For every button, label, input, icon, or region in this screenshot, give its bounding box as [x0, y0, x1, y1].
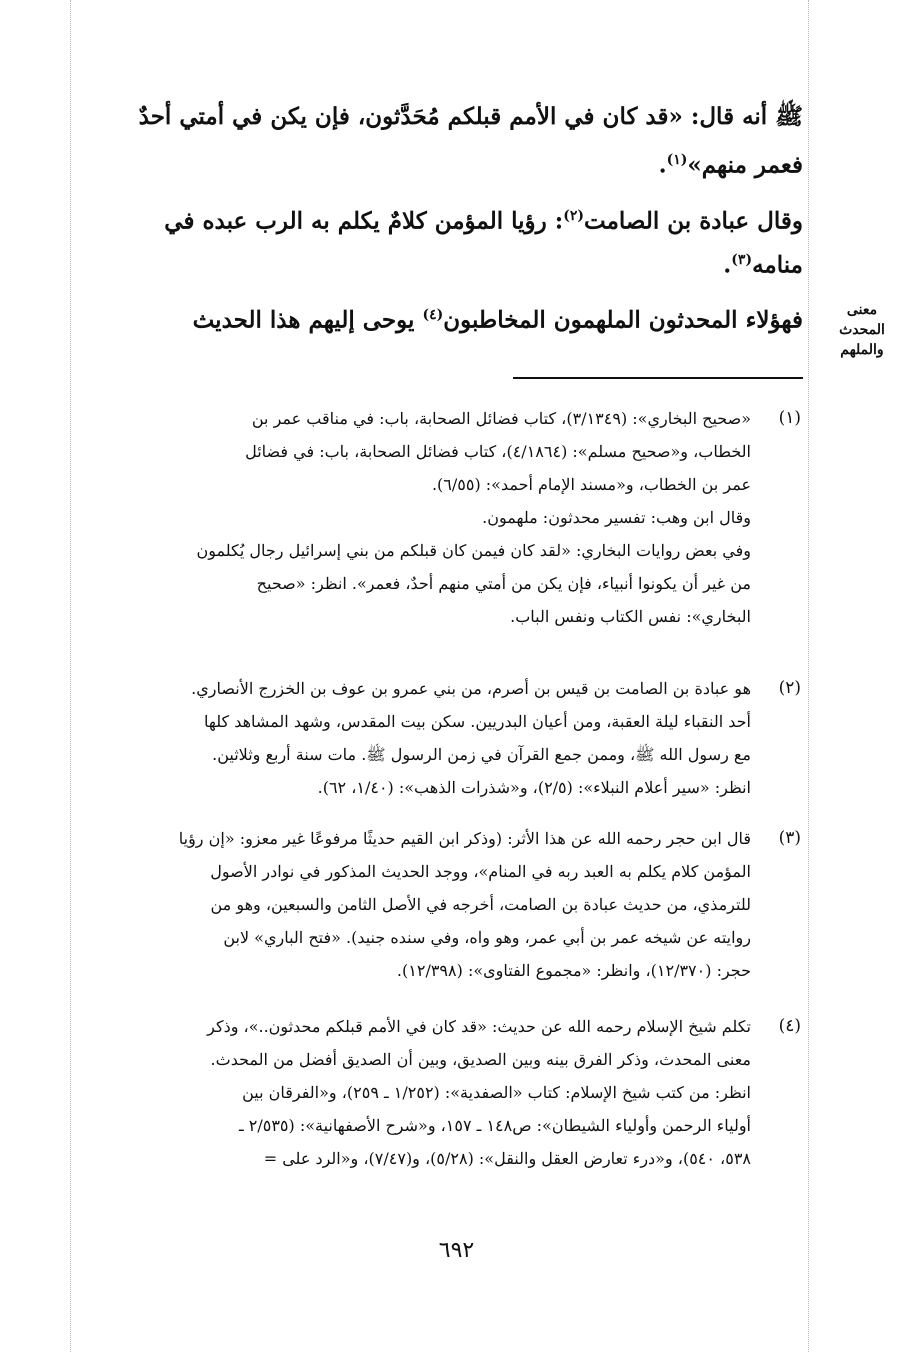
main-text-segment: وقال عبادة بن الصامت: [584, 207, 803, 235]
main-text-segment: فهؤلاء المحدثون الملهمون المخاطبون: [443, 306, 803, 334]
footnote-line: انظر: من كتب شيخ الإسلام: كتاب «الصفدية»: (١/٢٥٢ ـ ٢٥٩)، و«الفرقان بين: [242, 1083, 751, 1102]
footnote-reference: (١): [666, 152, 688, 168]
footnote-line: قال ابن حجر رحمه الله عن هذا الأثر: (وذكر ابن القيم حديثًا مرفوعًا غير معزو: «إن رؤيا: [178, 829, 751, 848]
footnote-number: (٢): [778, 678, 801, 698]
footnote-line: الخطاب، و«صحيح مسلم»: (٤/١٨٦٤)، كتاب فضائل الصحابة، باب: في فضائل: [245, 442, 751, 461]
footnote-line: من غير أن يكونوا أنبياء، فإن يكن من أمتي منهم أحدٌ، فعمر». انظر: «صحيح: [256, 574, 751, 593]
main-text-segment: ﷺ أنه قال: «قد كان في الأمم قبلكم مُحَدَّثون، فإن يكن في أمتي أحدٌ: [138, 103, 803, 130]
page-number: ٦٩٢: [438, 1238, 475, 1263]
footnote-line: «صحيح البخاري»: (٣/١٣٤٩)، كتاب فضائل الصحابة، باب: في مناقب عمر بن: [251, 409, 751, 428]
margin-heading-line: المحدث والملهم: [839, 322, 885, 358]
footnote-line: مع رسول الله ﷺ، وممن جمع القرآن في زمن الرسول ﷺ. مات سنة أربع وثلاثين.: [212, 745, 751, 764]
footnote-reference: (٣): [731, 252, 753, 268]
footnote-line: روايته عن شيخه عمر بن أبي عمر، وهو واه، وفي سنده جنيد). «فتح الباري» لابن: [223, 928, 751, 947]
footnote-line: حجر: (١٢/٣٧٠)، وانظر: «مجموع الفتاوى»: (١٢/٣٩٨).: [396, 961, 751, 980]
main-text-segment: منامه: [752, 251, 803, 279]
footnote-reference: (٢): [563, 208, 585, 224]
main-text-line: [723, 245, 803, 281]
footnote-line: للترمذي، من حديث عبادة بن الصامت، أخرجه في الأصل الثامن والسبعين، وهو من: [210, 895, 751, 914]
footnote-line: عمر بن الخطاب، و«مسند الإمام أحمد»: (٦/٥٥).: [431, 475, 751, 494]
footnote-line: معنى المحدث، وذكر الفرق بينه وبين الصديق، وبين أن الصديق أفضل من المحدث.: [210, 1050, 751, 1069]
footnote-line: هو عبادة بن الصامت بن قيس بن أصرم، من بني عمرو بن عوف بن الخزرج الأنصاري.: [191, 679, 751, 698]
main-text-line: [659, 145, 803, 181]
main-text-line: [193, 300, 803, 336]
guide-line-left: [70, 0, 71, 1352]
footnote-line: تكلم شيخ الإسلام رحمه الله عن حديث: «قد كان في الأمم قبلكم محدثون..»، وذكر: [207, 1017, 751, 1036]
main-text-segment: : رؤيا المؤمن كلامٌ يكلم به الرب عبده في: [164, 207, 564, 235]
footnote-line: البخاري»: نفس الكتاب ونفس الباب.: [510, 607, 751, 626]
footnote-divider: [513, 377, 803, 379]
main-text-segment: يوحى إليهم هذا الحديث: [192, 306, 423, 334]
margin-heading: [821, 300, 903, 360]
footnote-line: وفي بعض روايات البخاري: «لقد كان فيمن كان قبلكم من بني إسرائيل رجال يُكلمون: [196, 541, 751, 560]
footnote-number: (١): [778, 408, 801, 428]
guide-line-right: [808, 0, 809, 1352]
footnote-number: (٤): [778, 1016, 801, 1036]
margin-heading-line: معنى: [846, 302, 878, 318]
footnote-reference: (٤): [422, 307, 444, 323]
main-text-line: [164, 201, 803, 237]
footnote-line: أحد النقباء ليلة العقبة، ومن أعيان البدريين. سكن بيت المقدس، وشهد المشاهد كلها: [203, 712, 751, 731]
footnote-line: المؤمن كلام يكلم به العبد ربه في المنام»، ووجد الحديث المذكور في نوادر الأصول: [210, 862, 751, 881]
main-text-segment: .: [658, 151, 667, 179]
footnote-line: انظر: «سير أعلام النبلاء»: (٢/٥)، و«شذرات الذهب»: (١/٤٠، ٦٢).: [317, 778, 751, 797]
footnote-line: ٥٣٨، ٥٤٠)، و«درء تعارض العقل والنقل»: (٥/٢٨)، و(٧/٤٧)، و«الرد على =: [263, 1149, 751, 1168]
main-text-segment: فعمر منهم»: [687, 151, 803, 179]
main-text-line: [139, 102, 803, 132]
footnote-number: (٣): [778, 828, 801, 848]
footnote-line: أولياء الرحمن وأولياء الشيطان»: ص١٤٨ ـ ١٥٧، و«شرح الأصفهانية»: (٢/٥٣٥ ـ: [238, 1116, 751, 1135]
main-text-segment: .: [723, 251, 732, 279]
footnote-line: وقال ابن وهب: تفسير محدثون: ملهمون.: [482, 508, 751, 527]
